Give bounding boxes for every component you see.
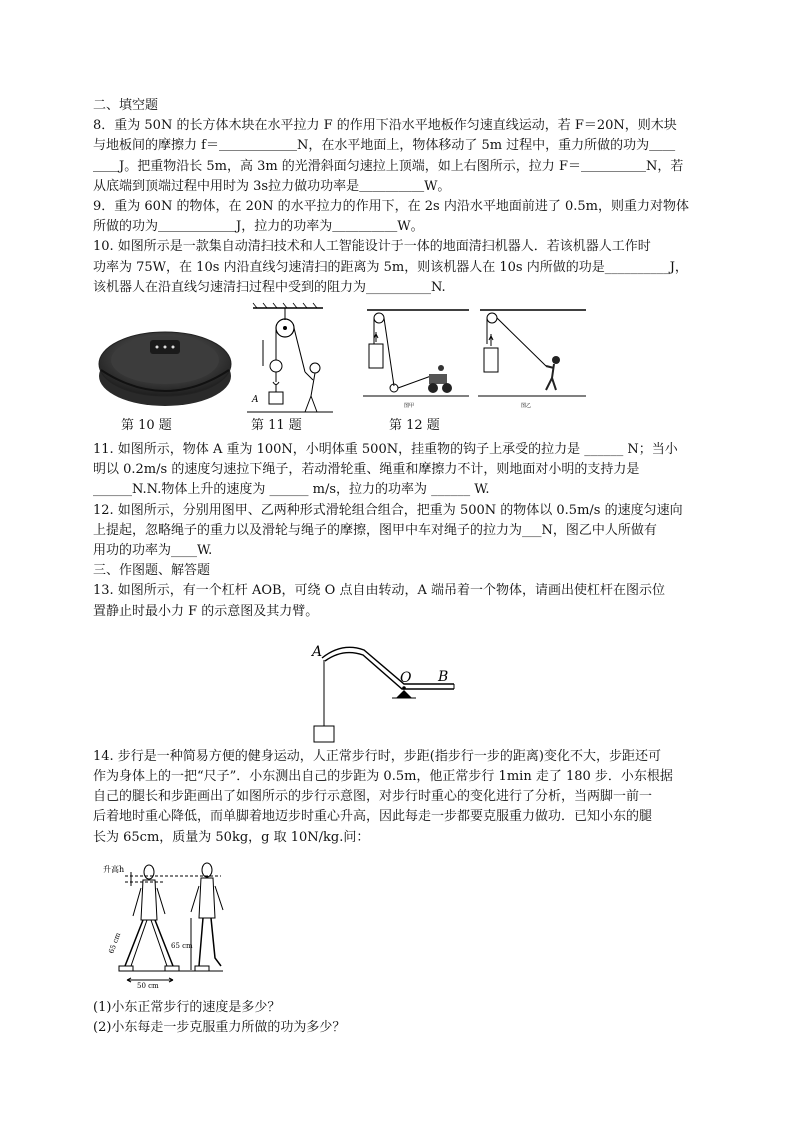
caption-q11: 第 11 题 bbox=[251, 418, 302, 434]
q10-line: 该机器人在沿直线匀速清扫过程中受到的阻力为__________N. bbox=[93, 279, 446, 295]
q14-line: 14. 步行是一种简易方便的健身运动，人正常步行时，步距(指步行一步的距离)变化不大，步距还可 bbox=[93, 748, 661, 764]
question-14 bbox=[93, 747, 703, 848]
walking-figure bbox=[93, 848, 703, 998]
caption-q12: 第 12 题 bbox=[389, 418, 440, 434]
q12-line: 12. 如图所示，分别用图甲、乙两种形式滑轮组合组合，把重为 500N 的物体以 0.5m/s 的速度匀速向 bbox=[93, 502, 683, 518]
q14-line: 自己的腿长和步距画出了如图所示的步行示意图，对步行时重心的变化进行了分析，当两脚一前一 bbox=[93, 789, 653, 805]
object-a-label: A bbox=[252, 395, 259, 406]
lever-figure bbox=[93, 622, 703, 747]
q12-line: 上提起，忽略绳子的重力以及滑轮与绳子的摩擦，图甲中车对绳子的拉力为___N，图乙中人所做有 bbox=[93, 522, 657, 538]
worksheet-page bbox=[93, 96, 703, 1038]
section-heading-fill-blank: 二、填空题 bbox=[93, 98, 159, 113]
caption-q10: 第 10 题 bbox=[121, 418, 172, 434]
q13-line: 13. 如图所示，有一个杠杆 AOB，可绕 O 点自由转动，A 端吊着一个物体，请画出使杠杆在图示位 bbox=[93, 583, 665, 599]
figure-yi-label: 图乙 bbox=[521, 403, 532, 409]
q8-line: 8．重为 50N 的长方体木块在水平拉力 F 的作用下沿水平地板作匀速直线运动，若 F＝20N，则木块 bbox=[93, 118, 677, 134]
pulley-person-figure bbox=[243, 300, 353, 418]
question-11 bbox=[93, 440, 703, 501]
figure-row bbox=[93, 298, 703, 440]
figure-jia-label: 图甲 bbox=[404, 403, 415, 409]
q8-line: 从底端到顶端过程中用时为 3s拉力做功功率是＿＿＿＿＿W。 bbox=[93, 178, 451, 194]
q11-line: ______N.N.物体上升的速度为 ______ m/s，拉力的功率为 ______ W. bbox=[93, 482, 490, 498]
lever-label-o: O bbox=[400, 669, 412, 686]
q8-line: 与地板间的摩擦力 f＝＿＿＿＿＿＿N，在水平地面上，物体移动了 5m 过程中，重力所做的功为＿＿ bbox=[93, 138, 676, 154]
q14-sub-2: (2)小东每走一步克服重力所做的功为多少？ bbox=[93, 1020, 346, 1036]
q9-line: 9．重为 60N 的物体，在 20N 的水平拉力的作用下，在 2s 内沿水平地面前进了 0.5m，则重力对物体 bbox=[93, 199, 689, 215]
q11-line: 11. 如图所示，物体 A 重为 100N，小明体重 500N，挂重物的钩子上承受的拉力是 ______ N；当小 bbox=[93, 442, 678, 458]
leg-length-label-1: 65 cm bbox=[107, 931, 123, 955]
question-13 bbox=[93, 581, 703, 621]
rise-label: 升高h bbox=[103, 864, 125, 874]
robot-vacuum-figure bbox=[95, 314, 235, 414]
question-14-subquestions bbox=[93, 998, 703, 1038]
q14-line: 作为身体上的一把“尺子”．小东测出自己的步距为 0.5m，他正常步行 1min 走了 180 步．小东根据 bbox=[93, 769, 673, 785]
q11-line: 明以 0.2m/s 的速度匀速拉下绳子，若动滑轮重、绳重和摩擦力不计，则地面对小明的支持力是 bbox=[93, 462, 640, 478]
q10-line: 功率为 75W，在 10s 内沿直线匀速清扫的距离为 5m，则该机器人在 10s 内所做的功是__________J， bbox=[93, 259, 688, 275]
pulley-car-figure bbox=[359, 304, 471, 408]
q14-line: 后着地时重心降低，而单脚着地迈步时重心升高，因此每走一步都要克服重力做功．已知小东的腿 bbox=[93, 809, 653, 825]
question-9 bbox=[93, 197, 703, 237]
question-12 bbox=[93, 501, 703, 562]
q14-line: 长为 65cm，质量为 50kg，g 取 10N/kg.问： bbox=[93, 829, 370, 845]
q9-line: 所做的功为＿＿＿＿＿＿J，拉力的功率为＿＿＿＿＿W。 bbox=[93, 219, 424, 235]
leg-length-label-2: 65 cm bbox=[171, 941, 193, 950]
question-10 bbox=[93, 237, 703, 298]
q10-line: 10. 如图所示是一款集自动清扫技术和人工智能设计于一体的地面清扫机器人．若该机器人工作时 bbox=[93, 239, 651, 255]
q8-line: ＿＿J。把重物沿长 5m，高 3m 的光滑斜面匀速拉上顶端，如上右图所示，拉力 F＝＿＿＿＿＿N，若 bbox=[93, 158, 684, 174]
pulley-person-b-figure bbox=[476, 304, 588, 408]
q13-line: 置静止时最小力 F 的示意图及其力臂。 bbox=[93, 603, 319, 619]
q12-line: 用功的功率为____W. bbox=[93, 543, 213, 559]
lever-label-a: A bbox=[312, 643, 323, 660]
lever-label-b: B bbox=[438, 668, 449, 685]
section-heading-drawing: 三、作图题、解答题 bbox=[93, 563, 211, 579]
q14-sub-1: (1)小东正常步行的速度是多少？ bbox=[93, 999, 281, 1015]
question-8 bbox=[93, 116, 703, 197]
step-length-label: 50 cm bbox=[137, 981, 159, 990]
